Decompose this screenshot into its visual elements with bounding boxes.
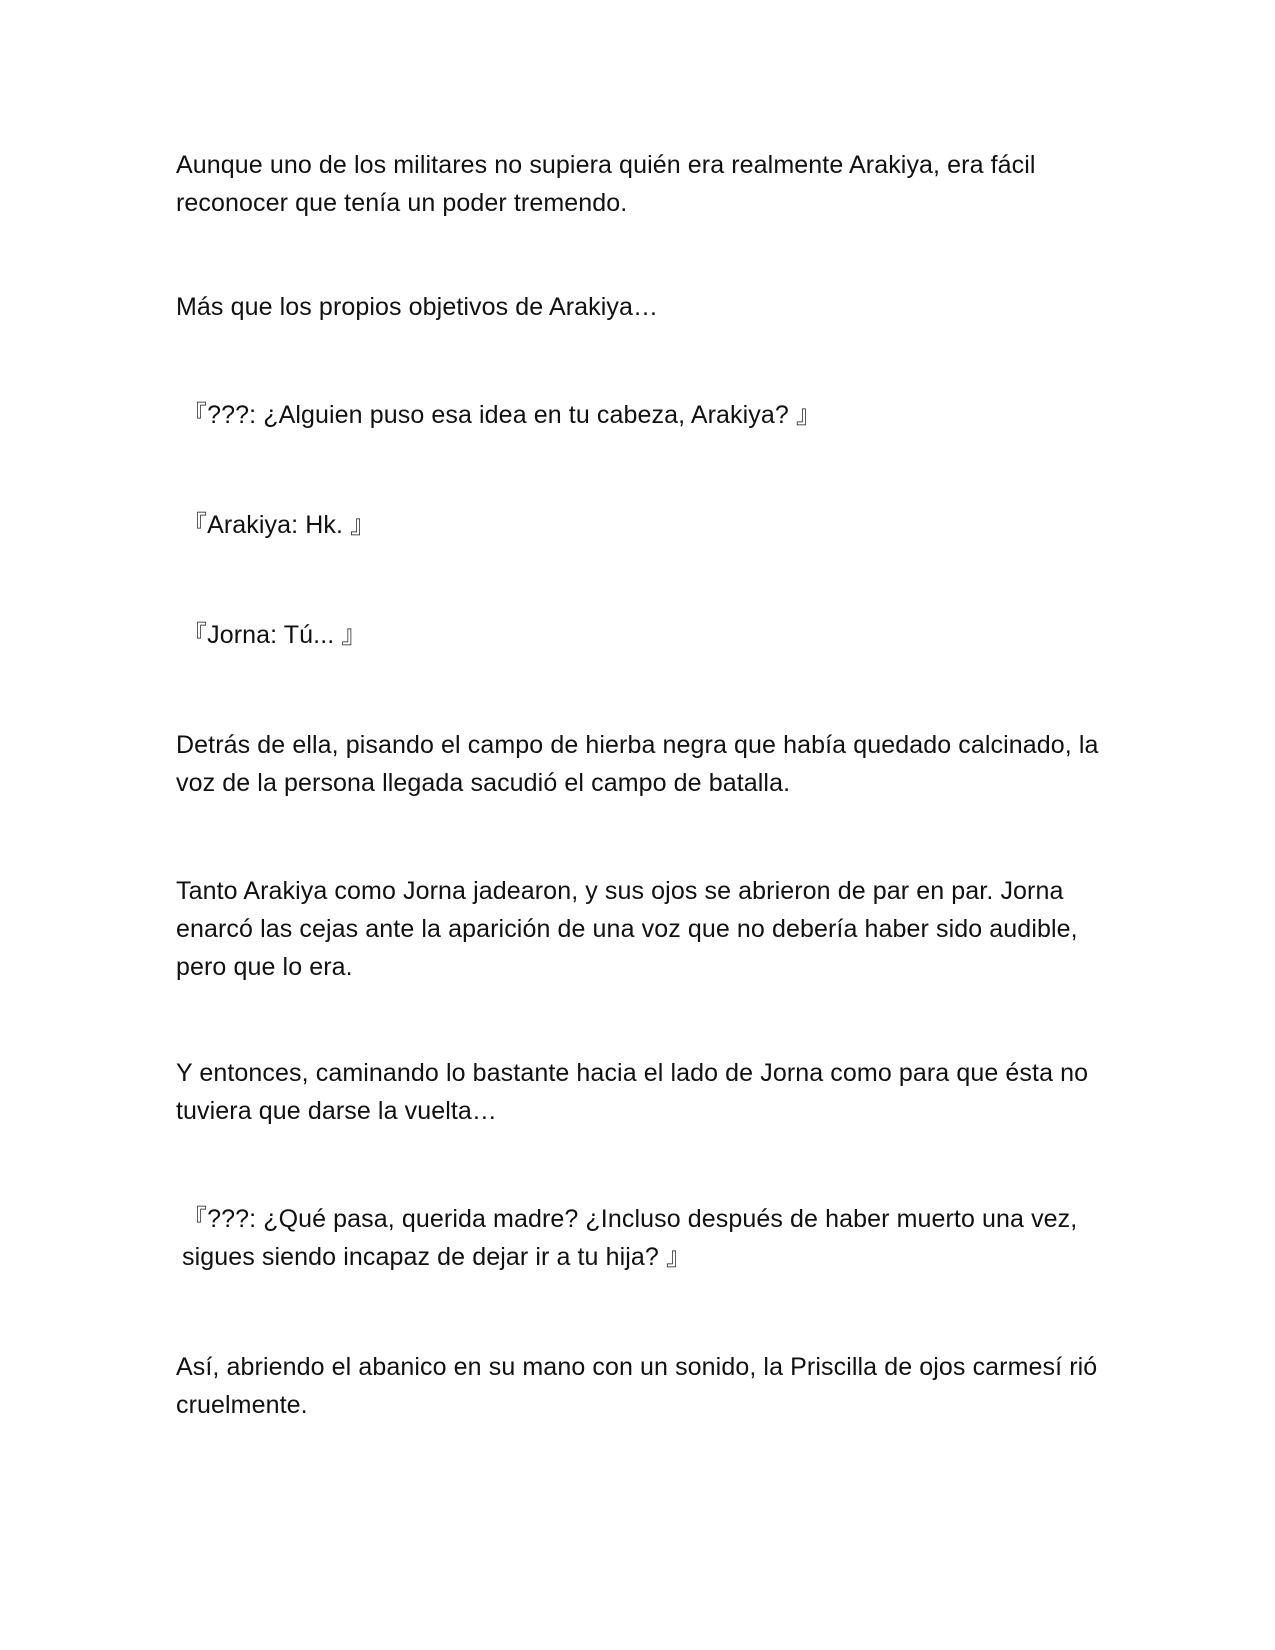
paragraph-1: Aunque uno de los militares no supiera quién era realmente Arakiya, era fácil reconocer que tenía un poder tremendo. bbox=[176, 151, 1036, 217]
paragraph-6: Así, abriendo el abanico en su mano con un sonido, la Priscilla de ojos carmesí rió cruelmente. bbox=[176, 1353, 1098, 1419]
paragraph-4: Tanto Arakiya como Jorna jadearon, y sus ojos se abrieron de par en par. Jorna enarcó las cejas ante la aparición de una voz que no debería haber sido audible, pero que lo era. bbox=[176, 877, 1078, 981]
dialogue-line-1: 『???: ¿Alguien puso esa idea en tu cabeza, Arakiya? 』 bbox=[182, 401, 822, 429]
dialogue-line-2: 『Arakiya: Hk. 』 bbox=[182, 511, 376, 539]
paragraph-3: Detrás de ella, pisando el campo de hierba negra que había quedado calcinado, la voz de la persona llegada sacudió el campo de batalla. bbox=[176, 731, 1099, 797]
paragraph-2: Más que los propios objetivos de Arakiya… bbox=[176, 293, 659, 321]
dialogue-line-4: 『???: ¿Qué pasa, querida madre? ¿Incluso después de haber muerto una vez, sigues siendo incapaz de dejar ir a tu hija? 』 bbox=[182, 1205, 1078, 1271]
paragraph-5: Y entonces, caminando lo bastante hacia el lado de Jorna como para que ésta no tuviera que darse la vuelta… bbox=[176, 1059, 1089, 1125]
dialogue-line-3: 『Jorna: Tú... 』 bbox=[182, 621, 367, 649]
